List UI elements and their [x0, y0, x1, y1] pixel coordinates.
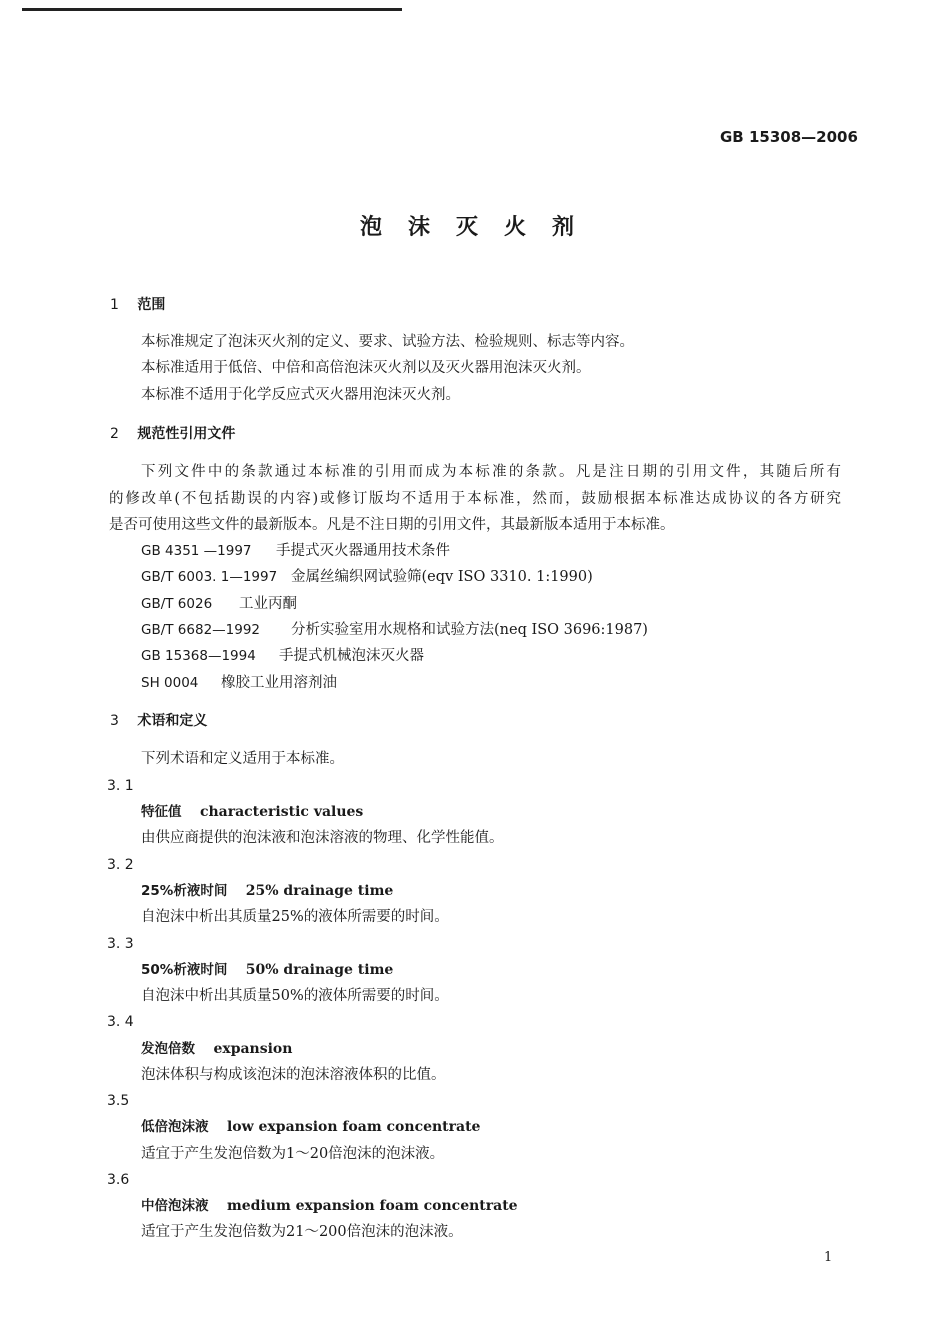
term-heading: 发泡倍数 expansion	[141, 1041, 293, 1057]
term-number: 3.5	[107, 1093, 130, 1109]
term-definition: 泡沫体积与构成该泡沫的泡沫溶液体积的比值。	[141, 1067, 446, 1083]
section-3-heading: 3 术语和定义	[110, 713, 208, 729]
paragraph: 本标准适用于低倍、中倍和高倍泡沫灭火剂以及灭火器用泡沫灭火剂。	[141, 360, 591, 376]
term-heading: 50%析液时间 50% drainage time	[141, 962, 394, 978]
term-definition: 由供应商提供的泡沫液和泡沫溶液的物理、化学性能值。	[141, 830, 504, 846]
term-heading: 25%析液时间 25% drainage time	[141, 883, 394, 899]
paragraph: 下列术语和定义适用于本标准。	[141, 751, 344, 767]
term-definition: 自泡沫中析出其质量50%的液体所需要的时间。	[141, 988, 449, 1004]
section-1-heading: 1 范围	[110, 297, 166, 313]
reference-item: GB/T 6026 工业丙酮	[141, 596, 297, 612]
paragraph: 本标准不适用于化学反应式灭火器用泡沫灭火剂。	[141, 387, 460, 403]
term-heading: 低倍泡沫液 low expansion foam concentrate	[141, 1119, 481, 1135]
reference-item: SH 0004 橡胶工业用溶剂油	[141, 675, 337, 691]
reference-item: GB 4351 —1997 手提式灭火器通用技术条件	[141, 543, 450, 559]
term-definition: 适宜于产生发泡倍数为21～200倍泡沫的泡沫液。	[141, 1224, 463, 1240]
page-number: 1	[824, 1250, 833, 1265]
term-number: 3. 4	[107, 1014, 134, 1030]
paragraph: 本标准规定了泡沫灭火剂的定义、要求、试验方法、检验规则、标志等内容。	[141, 334, 634, 350]
term-number: 3. 1	[107, 778, 134, 794]
paragraph-line: 是否可使用这些文件的最新版本。凡是不注日期的引用文件，其最新版本适用于本标准。	[109, 517, 675, 533]
term-number: 3. 3	[107, 936, 134, 952]
term-heading: 中倍泡沫液 medium expansion foam concentrate	[141, 1198, 518, 1214]
paragraph-line: 下列文件中的条款通过本标准的引用而成为本标准的条款。凡是注日期的引用文件，其随后所有	[141, 464, 841, 480]
reference-item: GB/T 6682—1992 分析实验室用水规格和试验方法(neq ISO 3696:1987)	[141, 622, 648, 638]
paragraph-line: 的修改单(不包括勘误的内容)或修订版均不适用于本标准，然而，鼓励根据本标准达成协议的各方研究	[109, 491, 841, 507]
top-rule	[22, 8, 402, 11]
term-number: 3.6	[107, 1172, 130, 1188]
standard-number: GB 15308—2006	[720, 128, 858, 146]
term-number: 3. 2	[107, 857, 134, 873]
term-definition: 自泡沫中析出其质量25%的液体所需要的时间。	[141, 909, 449, 925]
reference-item: GB 15368—1994 手提式机械泡沫灭火器	[141, 648, 424, 664]
term-definition: 适宜于产生发泡倍数为1～20倍泡沫的泡沫液。	[141, 1146, 445, 1162]
page-title: 泡沫灭火剂	[359, 215, 600, 240]
section-2-heading: 2 规范性引用文件	[110, 426, 236, 442]
term-heading: 特征值 characteristic values	[141, 804, 364, 820]
reference-item: GB/T 6003. 1—1997 金属丝编织网试验筛(eqv ISO 3310. 1:1990)	[141, 569, 593, 585]
